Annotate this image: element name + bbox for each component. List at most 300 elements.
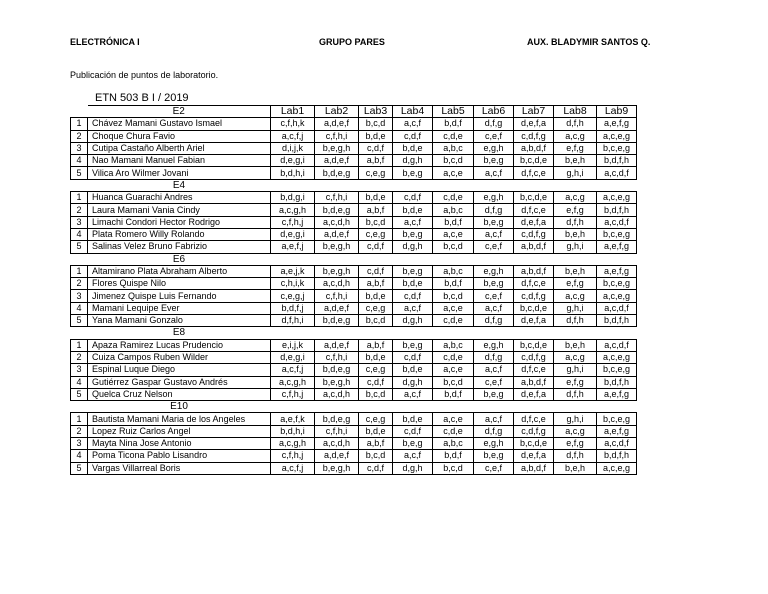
lab-score-cell: c,e,g: [359, 167, 393, 179]
lab-score-cell: a,e,f,j: [271, 241, 315, 253]
row-number: 4: [71, 228, 88, 240]
course-title: ELECTRÓNICA I: [70, 37, 140, 47]
lab-score-cell: b,c,d: [359, 315, 393, 327]
lab-score-cell: a,c,f: [393, 450, 433, 462]
lab-score-cell: c,d,f: [359, 241, 393, 253]
lab-score-cell: d,f,h: [554, 450, 597, 462]
group-band-cell: [554, 327, 597, 339]
lab-score-cell: a,c,d,h: [315, 388, 359, 400]
lab-score-cell: a,c,f: [393, 118, 433, 130]
lab-score-cell: b,c,d,e: [514, 155, 554, 167]
lab-score-cell: a,b,f: [359, 339, 393, 351]
row-number: 5: [71, 315, 88, 327]
lab-score-cell: c,e,f: [474, 130, 514, 142]
lab-score-cell: a,e,f,g: [597, 388, 637, 400]
lab-header: Lab8: [554, 106, 597, 118]
lab-score-cell: d,f,g: [474, 315, 514, 327]
lab-score-cell: c,d,e: [433, 351, 474, 363]
lab-score-cell: a,b,d,f: [514, 462, 554, 474]
student-name: Quelca Cruz Nelson: [88, 388, 271, 400]
lab-score-cell: b,c,e,g: [597, 142, 637, 154]
table-row: [71, 425, 637, 437]
group-band-cell: [514, 253, 554, 265]
spacer-cell: [71, 327, 88, 339]
row-number: 3: [71, 438, 88, 450]
lab-score-cell: d,g,h: [393, 315, 433, 327]
row-number: 5: [71, 241, 88, 253]
table-row: [71, 265, 637, 277]
lab-score-cell: c,d,e: [433, 315, 474, 327]
lab-score-cell: b,c,e,g: [597, 364, 637, 376]
lab-header: Lab1: [271, 106, 315, 118]
lab-score-cell: b,d,f: [433, 388, 474, 400]
row-number: 2: [71, 425, 88, 437]
table-row: [71, 339, 637, 351]
group-band-cell: [393, 179, 433, 191]
lab-score-cell: c,d,f,g: [514, 228, 554, 240]
group-band-cell: [597, 253, 637, 265]
lab-score-cell: g,h,i: [554, 302, 597, 314]
lab-score-cell: c,d,f: [359, 462, 393, 474]
lab-score-cell: a,c,g: [554, 425, 597, 437]
lab-score-cell: b,c,d: [433, 241, 474, 253]
lab-score-cell: a,c,d,f: [597, 438, 637, 450]
group-band-cell: [474, 327, 514, 339]
lab-score-cell: b,e,g,h: [315, 142, 359, 154]
table-row: [71, 155, 637, 167]
group-band-cell: [359, 327, 393, 339]
lab-score-cell: b,d,f,h: [597, 450, 637, 462]
group-band-cell: [315, 179, 359, 191]
lab-score-cell: b,d,e: [393, 142, 433, 154]
student-name: Bautista Mamani Maria de los Angeles: [88, 413, 271, 425]
lab-score-cell: a,c,g,h: [271, 204, 315, 216]
group-header-row: [71, 106, 637, 118]
lab-score-cell: e,g,h: [474, 339, 514, 351]
student-name: Yana Mamani Gonzalo: [88, 315, 271, 327]
lab-score-cell: g,h,i: [554, 241, 597, 253]
lab-score-cell: a,c,e: [433, 167, 474, 179]
lab-score-cell: b,d,e: [359, 425, 393, 437]
lab-score-cell: b,e,g,h: [315, 265, 359, 277]
lab-score-cell: b,d,e: [359, 192, 393, 204]
table-row: [71, 290, 637, 302]
student-name: Mayta Nina Jose Antonio: [88, 438, 271, 450]
lab-score-cell: a,c,f: [474, 228, 514, 240]
lab-score-cell: a,c,f: [393, 216, 433, 228]
lab-header: Lab5: [433, 106, 474, 118]
lab-score-cell: b,d,e: [359, 351, 393, 363]
row-number: 3: [71, 216, 88, 228]
lab-score-cell: e,f,g: [554, 278, 597, 290]
lab-score-cell: a,d,e,f: [315, 339, 359, 351]
group-band-cell: [393, 401, 433, 413]
group-band-cell: [315, 253, 359, 265]
lab-score-cell: b,d,e,g: [315, 413, 359, 425]
lab-score-cell: a,b,f: [359, 438, 393, 450]
lab-score-cell: d,f,h: [554, 216, 597, 228]
lab-score-cell: b,c,d,e: [514, 339, 554, 351]
table-row: [71, 376, 637, 388]
lab-score-cell: b,e,h: [554, 228, 597, 240]
lab-header: Lab3: [359, 106, 393, 118]
lab-score-cell: a,b,c: [433, 339, 474, 351]
lab-score-cell: b,c,d,e: [514, 192, 554, 204]
lab-score-cell: a,c,e,g: [597, 351, 637, 363]
lab-score-cell: d,f,h: [554, 388, 597, 400]
group-band-cell: [597, 327, 637, 339]
lab-score-cell: c,f,h,k: [271, 118, 315, 130]
group-band-cell: [359, 179, 393, 191]
lab-score-cell: g,h,i: [554, 167, 597, 179]
lab-score-cell: d,g,h: [393, 241, 433, 253]
row-number: 4: [71, 155, 88, 167]
lab-score-cell: c,e,f: [474, 241, 514, 253]
lab-score-cell: b,d,f: [433, 118, 474, 130]
group-band-cell: [359, 253, 393, 265]
lab-score-cell: c,d,f: [393, 192, 433, 204]
lab-score-cell: a,c,f: [474, 364, 514, 376]
lab-score-cell: a,c,f,j: [271, 364, 315, 376]
lab-score-cell: c,d,e: [433, 130, 474, 142]
lab-score-cell: e,g,h: [474, 142, 514, 154]
lab-score-cell: c,e,g: [359, 302, 393, 314]
student-name: Poma Ticona Pablo Lisandro: [88, 450, 271, 462]
student-name: Huanca Guarachi Andres: [88, 192, 271, 204]
lab-score-cell: c,e,f: [474, 290, 514, 302]
lab-score-cell: c,e,g: [359, 228, 393, 240]
lab-score-cell: a,b,f: [359, 278, 393, 290]
lab-score-cell: a,b,c: [433, 438, 474, 450]
row-number: 2: [71, 204, 88, 216]
lab-score-cell: b,c,e,g: [597, 413, 637, 425]
lab-score-cell: a,c,f: [474, 302, 514, 314]
group-header-row: [71, 179, 637, 191]
lab-score-cell: a,e,f,g: [597, 265, 637, 277]
lab-score-cell: c,e,g: [359, 364, 393, 376]
row-number: 3: [71, 142, 88, 154]
lab-score-cell: e,i,j,k: [271, 339, 315, 351]
lab-score-cell: c,d,f: [393, 351, 433, 363]
spacer-cell: [71, 106, 88, 118]
lab-score-cell: d,e,f,a: [514, 388, 554, 400]
lab-score-cell: b,d,e,g: [315, 204, 359, 216]
student-name: Vargas Villarreal Boris: [88, 462, 271, 474]
lab-score-cell: b,e,g: [474, 216, 514, 228]
lab-header: Lab2: [315, 106, 359, 118]
row-number: 4: [71, 376, 88, 388]
lab-score-cell: b,d,g,i: [271, 192, 315, 204]
lab-score-cell: a,d,e,f: [315, 118, 359, 130]
student-name: Limachi Condori Hector Rodrigo: [88, 216, 271, 228]
group-label: E4: [88, 179, 271, 191]
lab-score-cell: a,c,d,f: [597, 167, 637, 179]
student-name: Apaza Ramirez Lucas Prudencio: [88, 339, 271, 351]
lab-score-cell: c,f,h,j: [271, 450, 315, 462]
row-number: 1: [71, 265, 88, 277]
group-band-cell: [315, 327, 359, 339]
row-number: 4: [71, 302, 88, 314]
group-band-cell: [433, 253, 474, 265]
lab-score-cell: b,d,h,i: [271, 425, 315, 437]
lab-score-cell: a,c,d,f: [597, 339, 637, 351]
lab-score-cell: b,e,g: [474, 450, 514, 462]
lab-score-cell: d,f,g: [474, 118, 514, 130]
lab-score-cell: d,f,h: [554, 315, 597, 327]
group-label: E8: [88, 327, 271, 339]
group-band-cell: [393, 327, 433, 339]
lab-score-cell: c,f,h,i: [315, 290, 359, 302]
lab-score-cell: b,c,e,g: [597, 228, 637, 240]
lab-score-cell: b,d,e: [359, 130, 393, 142]
group-band-cell: [554, 179, 597, 191]
lab-score-cell: a,e,f,g: [597, 241, 637, 253]
lab-score-cell: a,d,e,f: [315, 302, 359, 314]
table-row: [71, 413, 637, 425]
lab-score-cell: c,d,f,g: [514, 351, 554, 363]
lab-score-cell: g,h,i: [554, 364, 597, 376]
table-row: [71, 315, 637, 327]
lab-score-cell: b,e,g,h: [315, 241, 359, 253]
student-name: Plata Romero Willy Rolando: [88, 228, 271, 240]
lab-score-cell: b,e,g: [393, 339, 433, 351]
row-number: 3: [71, 364, 88, 376]
lab-score-cell: a,c,f: [393, 302, 433, 314]
table-row: [71, 388, 637, 400]
lab-score-cell: c,h,i,k: [271, 278, 315, 290]
spacer-cell: [71, 179, 88, 191]
lab-score-cell: d,e,f,a: [514, 315, 554, 327]
spacer-cell: [71, 253, 88, 265]
lab-score-cell: a,c,e: [433, 364, 474, 376]
lab-score-cell: e,f,g: [554, 376, 597, 388]
table-row: [71, 241, 637, 253]
group-band-cell: [433, 327, 474, 339]
lab-score-cell: b,e,h: [554, 265, 597, 277]
lab-score-cell: b,e,g: [474, 388, 514, 400]
group-band-cell: [554, 253, 597, 265]
lab-score-cell: c,d,f: [393, 290, 433, 302]
publication-note: Publicación de puntos de laboratorio.: [70, 70, 219, 80]
lab-score-cell: a,c,f: [393, 388, 433, 400]
table-row: [71, 302, 637, 314]
student-name: Altamirano Plata Abraham Alberto: [88, 265, 271, 277]
group-band-cell: [514, 179, 554, 191]
group-band-cell: [271, 327, 315, 339]
table-row: [71, 450, 637, 462]
lab-score-cell: a,d,e,f: [315, 155, 359, 167]
lab-score-cell: a,b,d,f: [514, 376, 554, 388]
lab-score-cell: b,d,f,h: [597, 315, 637, 327]
lab-score-cell: a,b,c: [433, 142, 474, 154]
lab-score-cell: a,c,e,g: [597, 130, 637, 142]
lab-score-cell: b,c,d: [359, 118, 393, 130]
lab-score-cell: a,b,f: [359, 155, 393, 167]
lab-score-cell: d,e,f,a: [514, 216, 554, 228]
lab-score-cell: d,g,h: [393, 462, 433, 474]
lab-score-cell: b,c,d: [433, 155, 474, 167]
lab-score-cell: b,c,d: [433, 376, 474, 388]
row-number: 4: [71, 450, 88, 462]
lab-score-cell: a,c,g: [554, 192, 597, 204]
lab-score-cell: a,b,d,f: [514, 241, 554, 253]
lab-score-cell: d,f,c,e: [514, 413, 554, 425]
lab-score-cell: b,d,e: [393, 413, 433, 425]
lab-score-cell: b,d,e,g: [315, 364, 359, 376]
lab-score-cell: b,d,e: [393, 278, 433, 290]
lab-score-cell: b,d,h,i: [271, 167, 315, 179]
lab-score-cell: b,e,g: [393, 228, 433, 240]
lab-score-cell: d,f,c,e: [514, 364, 554, 376]
student-name: Vilica Aro Wilmer Jovani: [88, 167, 271, 179]
lab-score-cell: a,c,e,g: [597, 192, 637, 204]
table-row: [71, 438, 637, 450]
lab-score-cell: c,d,f,g: [514, 290, 554, 302]
lab-score-cell: b,d,f,h: [597, 204, 637, 216]
row-number: 2: [71, 130, 88, 142]
lab-score-cell: a,c,d,f: [597, 302, 637, 314]
row-number: 1: [71, 192, 88, 204]
lab-score-cell: b,e,g,h: [315, 462, 359, 474]
lab-score-cell: b,d,e,g: [315, 167, 359, 179]
lab-score-cell: c,d,e: [433, 425, 474, 437]
lab-score-cell: e,f,g: [554, 204, 597, 216]
lab-score-cell: a,c,f: [474, 167, 514, 179]
lab-score-cell: e,g,h: [474, 438, 514, 450]
student-name: Mamani Lequipe Ever: [88, 302, 271, 314]
lab-header: Lab9: [597, 106, 637, 118]
student-name: Laura Mamani Vania Cindy: [88, 204, 271, 216]
group-band-cell: [474, 253, 514, 265]
lab-score-cell: d,f,c,e: [514, 278, 554, 290]
lab-score-cell: c,f,h,i: [315, 130, 359, 142]
group-band-cell: [433, 401, 474, 413]
lab-header: Lab6: [474, 106, 514, 118]
student-name: Jimenez Quispe Luis Fernando: [88, 290, 271, 302]
lab-score-cell: c,e,g,j: [271, 290, 315, 302]
lab-score-cell: c,d,f: [359, 376, 393, 388]
spacer-cell: [71, 401, 88, 413]
group-band-cell: [271, 253, 315, 265]
lab-score-cell: e,g,h: [474, 265, 514, 277]
lab-score-cell: b,e,g: [474, 278, 514, 290]
group-band-cell: [514, 401, 554, 413]
group-header-row: [71, 401, 637, 413]
assistant-name: AUX. BLADYMIR SANTOS Q.: [527, 37, 651, 47]
group-band-cell: [597, 179, 637, 191]
student-name: Nao Mamani Manuel Fabian: [88, 155, 271, 167]
row-number: 5: [71, 462, 88, 474]
lab-score-cell: b,d,f: [433, 278, 474, 290]
lab-score-cell: c,f,h,i: [315, 192, 359, 204]
lab-score-cell: a,b,f: [359, 204, 393, 216]
lab-score-cell: a,c,g,h: [271, 376, 315, 388]
lab-score-cell: a,b,d,f: [514, 142, 554, 154]
table-row: [71, 351, 637, 363]
table-row: [71, 118, 637, 130]
group-band-cell: [315, 401, 359, 413]
lab-score-cell: a,c,g,h: [271, 438, 315, 450]
lab-score-cell: a,c,d,h: [315, 278, 359, 290]
lab-score-cell: e,f,g: [554, 438, 597, 450]
lab-score-cell: d,i,j,k: [271, 142, 315, 154]
table-row: [71, 228, 637, 240]
lab-score-cell: d,e,f,a: [514, 450, 554, 462]
student-name: Cuiza Campos Ruben Wilder: [88, 351, 271, 363]
group-band-cell: [271, 401, 315, 413]
lab-score-cell: b,c,e,g: [597, 278, 637, 290]
lab-score-cell: b,c,d: [359, 388, 393, 400]
lab-score-cell: b,c,d: [433, 290, 474, 302]
lab-score-cell: a,b,d,f: [514, 265, 554, 277]
group-title: GRUPO PARES: [319, 37, 385, 47]
lab-score-cell: b,d,f,h: [597, 155, 637, 167]
lab-header: Lab4: [393, 106, 433, 118]
lab-score-cell: a,c,e,g: [597, 290, 637, 302]
student-name: Espinal Luque Diego: [88, 364, 271, 376]
lab-score-cell: a,c,d,h: [315, 438, 359, 450]
lab-score-cell: a,d,e,f: [315, 228, 359, 240]
lab-score-cell: c,d,f: [359, 265, 393, 277]
row-number: 1: [71, 118, 88, 130]
row-number: 1: [71, 413, 88, 425]
student-name: Chávez Mamani Gustavo Ismael: [88, 118, 271, 130]
lab-score-cell: b,d,e: [393, 364, 433, 376]
lab-score-cell: d,e,g,i: [271, 351, 315, 363]
lab-score-cell: c,d,f,g: [514, 130, 554, 142]
lab-score-cell: a,e,j,k: [271, 265, 315, 277]
student-name: Salinas Velez Bruno Fabrizio: [88, 241, 271, 253]
lab-score-cell: g,h,i: [554, 413, 597, 425]
lab-score-cell: c,d,f,g: [514, 425, 554, 437]
lab-header: Lab7: [514, 106, 554, 118]
lab-score-cell: d,f,g: [474, 204, 514, 216]
lab-score-cell: a,d,e,f: [315, 450, 359, 462]
lab-score-cell: a,e,f,k: [271, 413, 315, 425]
lab-score-cell: a,c,g: [554, 290, 597, 302]
lab-score-cell: b,e,g: [474, 155, 514, 167]
lab-score-cell: a,c,g: [554, 351, 597, 363]
lab-score-cell: c,f,h,j: [271, 216, 315, 228]
group-header-row: [71, 327, 637, 339]
group-band-cell: [433, 179, 474, 191]
lab-score-cell: a,c,f: [474, 413, 514, 425]
lab-score-cell: b,c,d: [433, 462, 474, 474]
student-name: Choque Chura Favio: [88, 130, 271, 142]
lab-score-cell: d,f,c,e: [514, 167, 554, 179]
lab-score-cell: b,c,d,e: [514, 438, 554, 450]
lab-score-cell: d,f,g: [474, 425, 514, 437]
lab-score-cell: c,d,f: [393, 130, 433, 142]
lab-score-cell: e,g,h: [474, 192, 514, 204]
student-name: Cutipa Castaño Alberth Ariel: [88, 142, 271, 154]
lab-score-cell: b,e,h: [554, 339, 597, 351]
lab-score-cell: b,e,g: [393, 438, 433, 450]
lab-score-cell: d,f,g: [474, 351, 514, 363]
lab-score-cell: d,f,c,e: [514, 204, 554, 216]
lab-score-cell: a,c,f,j: [271, 130, 315, 142]
lab-score-cell: a,e,f,g: [597, 118, 637, 130]
table-row: [71, 364, 637, 376]
lab-score-cell: c,e,f: [474, 376, 514, 388]
lab-score-cell: b,d,f: [433, 450, 474, 462]
lab-score-cell: a,c,d,h: [315, 216, 359, 228]
lab-score-cell: a,c,e,g: [597, 462, 637, 474]
lab-score-cell: c,f,h,i: [315, 351, 359, 363]
student-name: Gutiérrez Gaspar Gustavo Andrés: [88, 376, 271, 388]
lab-score-cell: a,c,e: [433, 302, 474, 314]
group-band-cell: [514, 327, 554, 339]
